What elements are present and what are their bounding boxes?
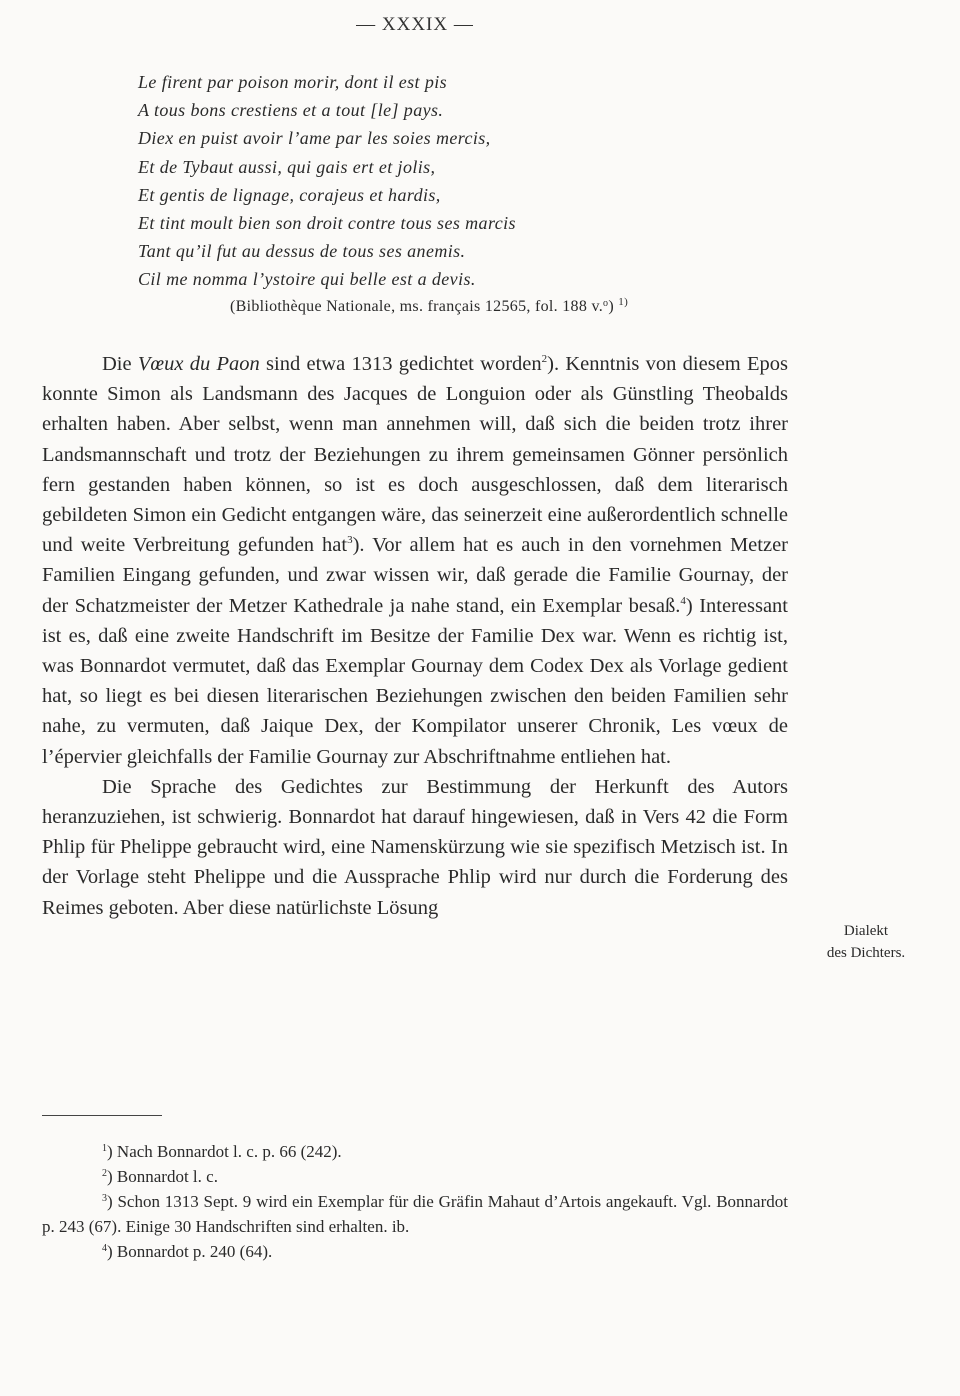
paragraph xyxy=(42,349,788,772)
footnote-number: 3 xyxy=(102,1193,107,1204)
paragraph-text: sind etwa 1313 gedichtet worden xyxy=(266,353,542,375)
work-title: Vœux du Paon xyxy=(137,353,260,375)
footnote-ref: 1) xyxy=(618,296,629,308)
source-citation xyxy=(230,298,830,316)
verse-line: Tant qu’il fut au dessus de tous ses anemis. xyxy=(138,241,466,262)
source-superscript: o xyxy=(603,298,609,309)
paragraph-text: ). Kenntnis von diesem Epos konnte Simon als Landsmann des Jacques de Longuion oder als Günstling Theobalds erhalten haben. Aber selbst, wenn man annehmen will, daß sich die beiden trotz ihrer Landsmannschaft und trotz der Beziehungen zu ihrem gemeinsamen Gönner persönlich fern gestanden haben können, so ist es doch ausgeschlossen, daß dem literarisch gebildeten Simon ein Gedicht entgangen wäre, das seinerzeit eine außerordentlich schnelle und weite Verbreitung gefunden hat xyxy=(42,353,789,557)
margin-note-line: Dialekt xyxy=(843,923,889,939)
verse-line: A tous bons crestiens et a tout [le] pays. xyxy=(138,100,444,121)
footnote-rule xyxy=(42,1115,162,1116)
footnote-ref: 4 xyxy=(680,594,686,607)
margin-note-line: des Dichters. xyxy=(826,945,906,961)
verse-quotation xyxy=(138,68,798,294)
footnote-number: 4 xyxy=(102,1243,107,1254)
footnote-number: 1 xyxy=(102,1143,107,1154)
paragraph-text: ) Interessant ist es, daß eine zweite Handschrift im Besitze der Familie Dex war. Wenn es richtig ist, was Bonnardot vermutet, daß das Exemplar Gournay dem Codex Dex als Vorlage gedient hat, so liegt es bei diesen literarischen Beziehungen zwischen den beiden Familien sehr nahe, zu vermuten, daß Jaique Dex, der Kompilator unserer Chronik, Les vœux de l’épervier gleichfalls der Familie Gournay zur Abschriftnahme entliehen hat. xyxy=(42,594,788,768)
footnote xyxy=(42,1164,788,1189)
paragraph-lead: Die xyxy=(102,353,132,375)
source-text: (Bibliothèque Nationale, ms. français 12565, fol. 188 v. xyxy=(230,298,604,315)
footnote-text: ) Bonnardot l. c. xyxy=(107,1167,218,1186)
verse-line: Le firent par poison morir, dont il est pis xyxy=(138,72,448,92)
footnote-ref: 3 xyxy=(347,534,353,547)
verse-line: Et gentis de lignage, corajeus et hardis, xyxy=(138,184,441,205)
source-close: ) xyxy=(608,298,614,315)
footnote-text: ) Nach Bonnardot l. c. p. 66 (242). xyxy=(107,1142,342,1161)
footnote xyxy=(42,1239,788,1264)
verse-line: Diex en puist avoir l’ame par les soies mercis, xyxy=(138,128,491,149)
footnote-text: ) Schon 1313 Sept. 9 wird ein Exemplar für die Gräfin Mahaut d’Artois angekauft. Vgl. Bonnardot p. 243 (67). Einige 30 Handschriften sind erhalten. ib. xyxy=(42,1192,788,1236)
verse-line: Et tint moult bien son droit contre tous ses marcis xyxy=(138,213,516,234)
footnote-text: ) Bonnardot p. 240 (64). xyxy=(107,1242,273,1261)
verse-line: Et de Tybaut aussi, qui gais ert et jolis, xyxy=(138,156,436,177)
footnote-number: 2 xyxy=(102,1168,107,1179)
page-number: — XXXIX — xyxy=(356,14,474,35)
footnote-ref: 2 xyxy=(541,353,548,365)
paragraph: Die Sprache des Gedichtes zur Bestimmung der Herkunft des Autors heranzuziehen, ist schwierig. Bonnardot hat darauf hingewiesen, daß in Vers 42 die Form Phlip für Phelippe gebraucht wird, eine Namenskürzung wie sie spezifisch Metzisch ist. In der Vorlage steht Phelippe und die Aussprache Phlip wird nur durch die Forderung des Reimes geboten. Aber diese natürlichste Lösung xyxy=(42,775,788,919)
main-text xyxy=(42,349,788,923)
paragraph-text: ). Vor allem hat es auch in den vornehmen Metzer Familien Eingang gefunden, und zwar wissen wir, daß gerade die Familie Gournay, der der Schatzmeister der Metzer Kathedrale ja nahe stand, ein Exemplar besaß. xyxy=(42,534,789,617)
verse-line: Cil me nomma l’ystoire qui belle est a devis. xyxy=(138,269,476,290)
footnote xyxy=(42,1139,788,1164)
footnotes xyxy=(42,1139,788,1264)
footnote xyxy=(42,1189,788,1239)
margin-note xyxy=(806,920,926,964)
